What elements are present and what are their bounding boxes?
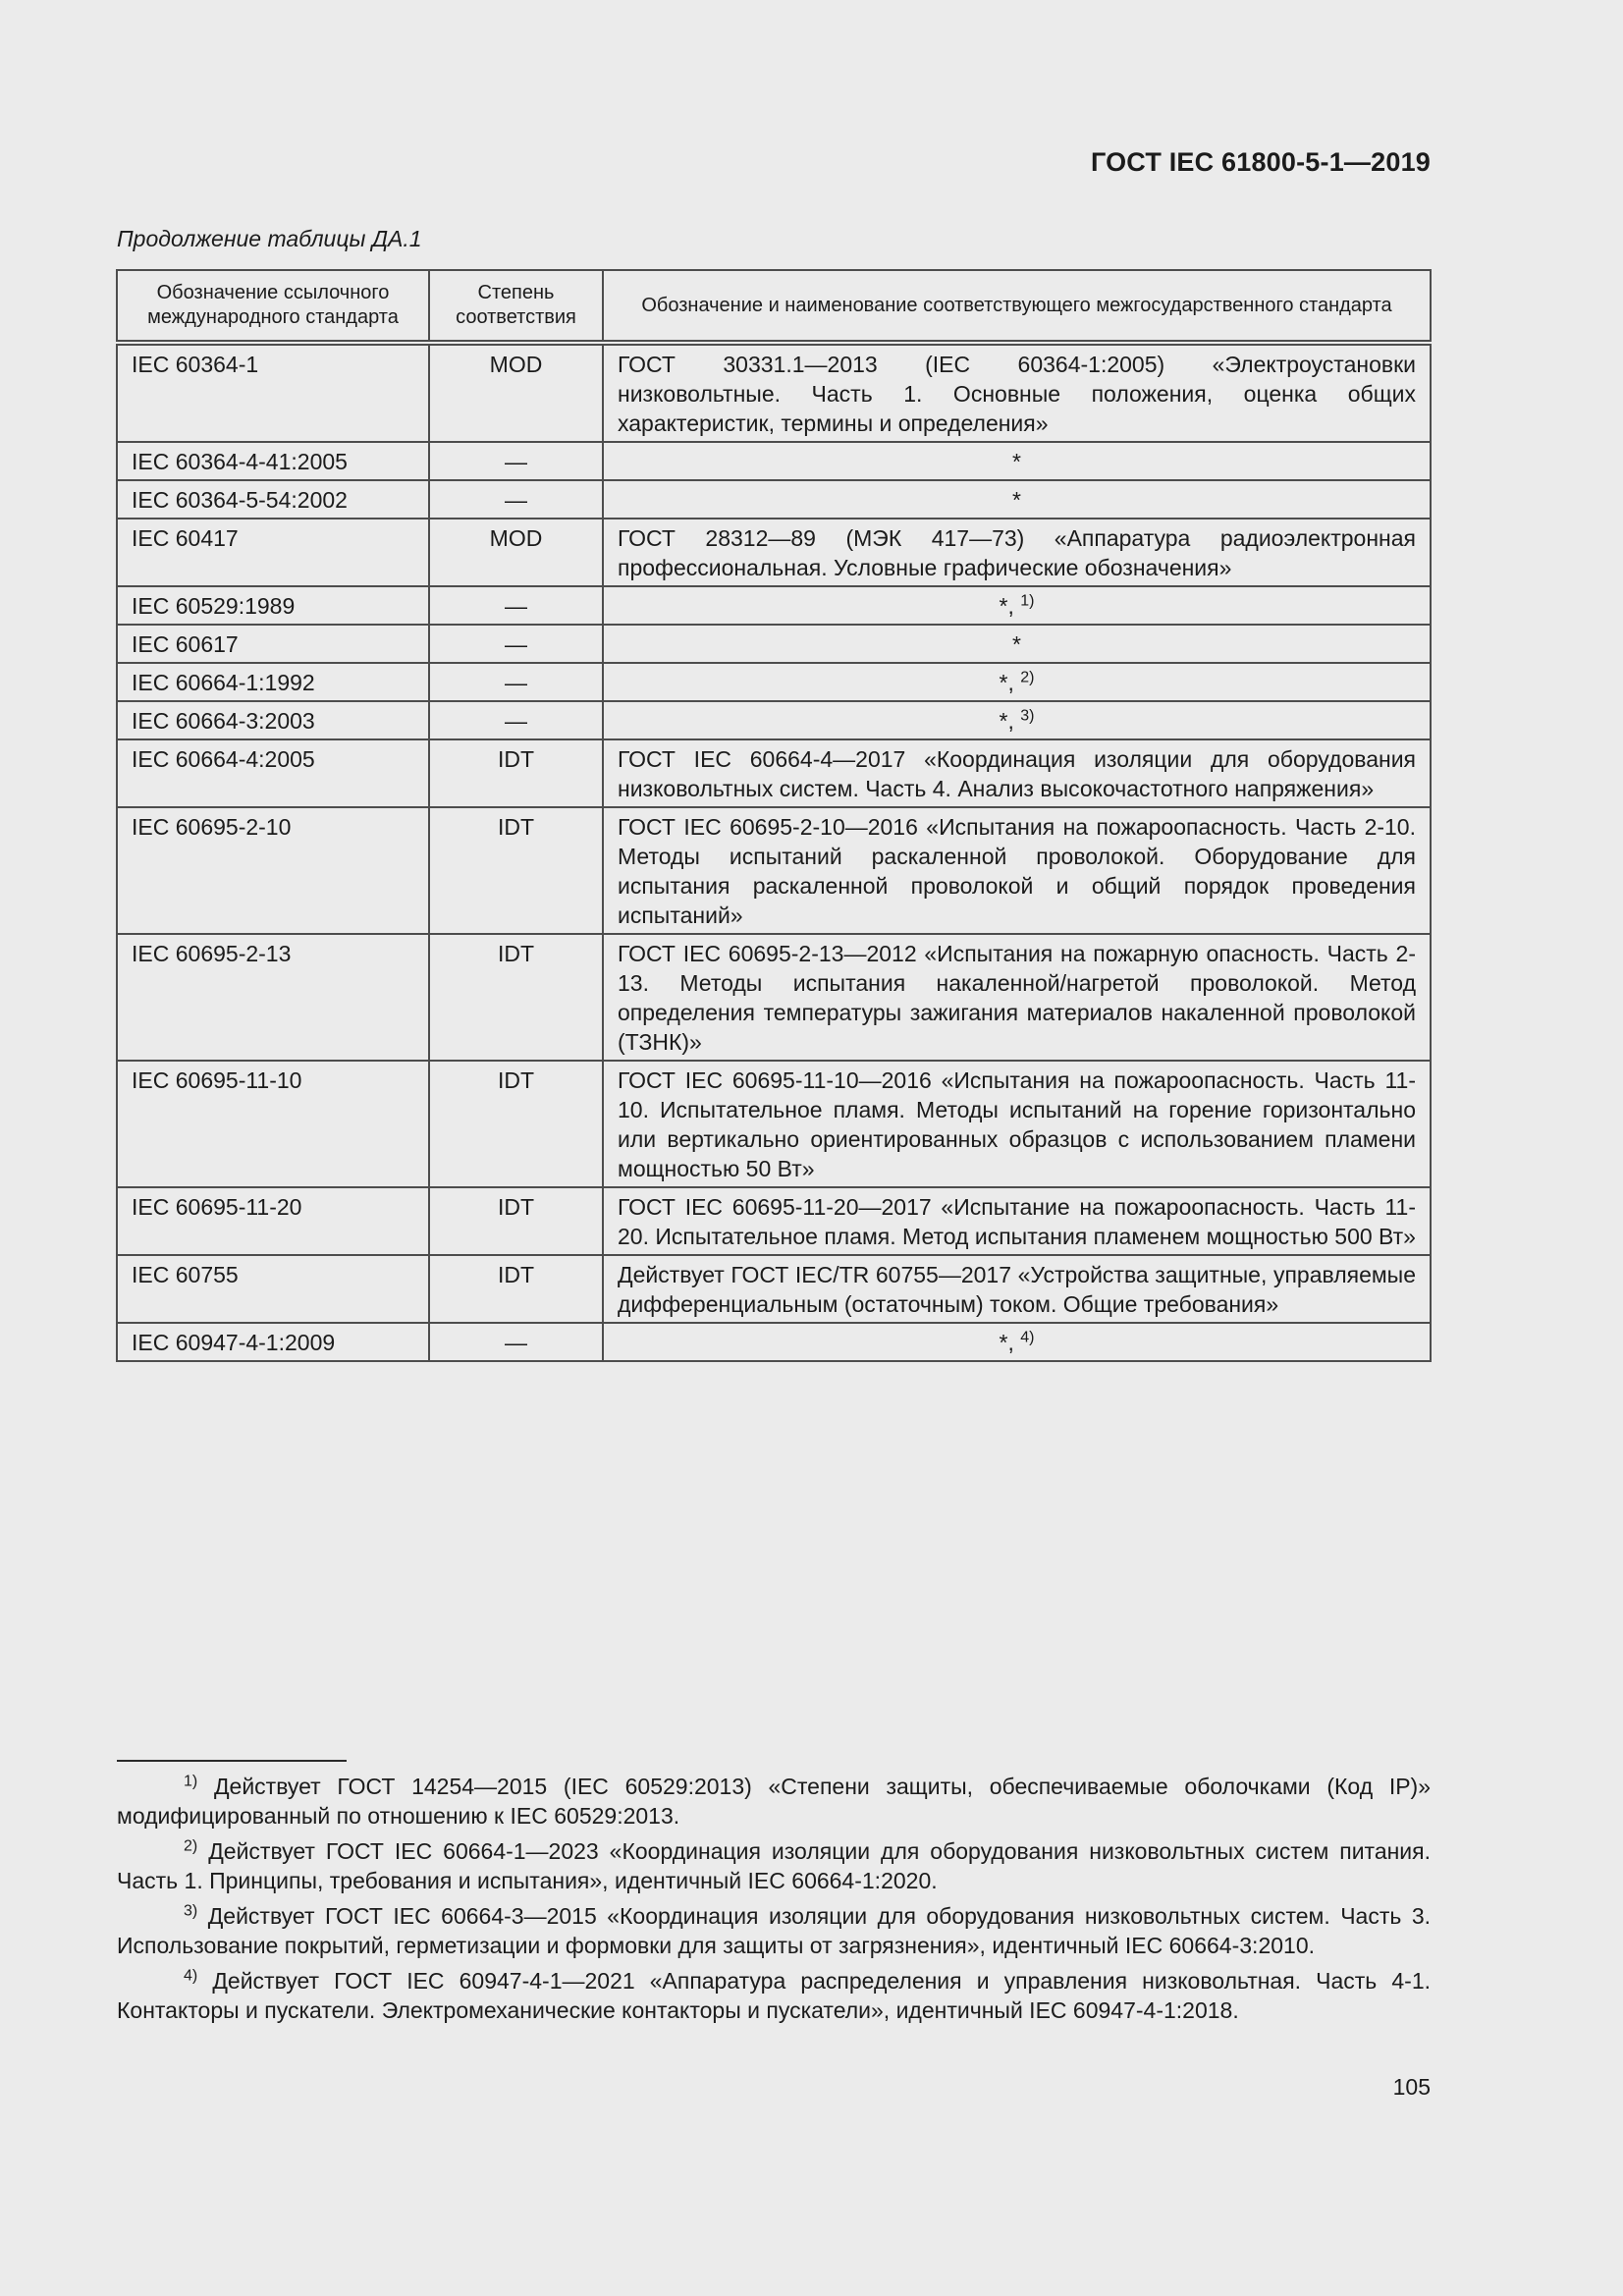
cell-standard: IEC 60364-1 [117,343,429,442]
cell-standard: IEC 60417 [117,519,429,586]
cell-standard: IEC 60664-4:2005 [117,739,429,807]
cell-standard: IEC 60664-1:1992 [117,663,429,701]
footnotes [117,1772,1431,2031]
footnote-item [117,1966,1431,2025]
cell-standard: IEC 60755 [117,1255,429,1323]
table-row [117,1061,1431,1187]
table-row [117,1187,1431,1255]
cell-reference [603,663,1431,701]
cell-degree: MOD [429,519,603,586]
cell-reference [603,442,1431,480]
table-row [117,701,1431,739]
footnote-ref: 3) [1020,707,1035,725]
cell-degree: — [429,586,603,625]
cell-degree: — [429,625,603,663]
cell-standard: IEC 60695-11-10 [117,1061,429,1187]
reference-text: ГОСТ IEC 60664-4—2017 «Координация изоляции для оборудования низковольтных систем. Часть 4. Анализ высокочастотного напряжения» [618,746,1416,801]
header-interstate-standard: Обозначение и наименование соответствующего межгосударственного стандарта [603,270,1431,343]
standards-table-container [116,269,1430,1362]
cell-reference [603,586,1431,625]
table-row [117,807,1431,934]
cell-standard: IEC 60529:1989 [117,586,429,625]
footnote-text: Действует ГОСТ IEC 60664-3—2015 «Координация изоляции для оборудования низковольтных систем. Часть 3. Использование покрытий, герметизации и формовки для защиты от загрязнения», идентичный IEC 60664-3:2010. [117,1903,1432,1958]
footnote-text: Действует ГОСТ IEC 60664-1—2023 «Координация изоляции для оборудования низковольтных систем питания. Часть 1. Принципы, требования и испытания», идентичный IEC 60664-1:2020. [117,1838,1432,1893]
reference-text: *, [999,593,1021,619]
footnote-ref: 4) [1020,1329,1035,1346]
standards-table [116,269,1432,1362]
cell-reference [603,1187,1431,1255]
reference-text: * [1012,449,1021,474]
footnote-mark: 4) [184,1967,198,1985]
footnote-mark: 2) [184,1837,198,1855]
cell-degree: — [429,442,603,480]
header-international-standard: Обозначение ссылочного международного стандарта [117,270,429,343]
cell-standard: IEC 60364-5-54:2002 [117,480,429,519]
cell-degree: MOD [429,343,603,442]
cell-standard: IEC 60695-2-10 [117,807,429,934]
cell-standard: IEC 60695-2-13 [117,934,429,1061]
cell-degree: — [429,663,603,701]
footnote-item [117,1901,1431,1960]
cell-degree: IDT [429,934,603,1061]
cell-degree: — [429,480,603,519]
footnote-ref: 2) [1020,669,1035,686]
reference-text: *, [999,670,1021,695]
page-number: 105 [1392,2074,1431,2100]
footnote-text: Действует ГОСТ IEC 60947-4-1—2021 «Аппаратура распределения и управления низковольтная. Часть 4-1. Контакторы и пускатели. Электромеханические контакторы и пускатели», идентичный IEC 60947-4-1:2018. [117,1968,1432,2023]
cell-reference [603,701,1431,739]
reference-text: ГОСТ 28312—89 (МЭК 417—73) «Аппаратура радиоэлектронная профессиональная. Условные графические обозначения» [618,525,1416,580]
footnote-mark: 1) [184,1773,198,1790]
table-header-row [117,270,1431,343]
cell-degree: IDT [429,807,603,934]
table-row [117,625,1431,663]
footnote-item [117,1772,1431,1831]
footnote-text: Действует ГОСТ 14254—2015 (IEC 60529:2013) «Степени защиты, обеспечиваемые оболочками (Код IP)» модифицированный по отношению к IEC 60529:2013. [117,1774,1432,1829]
table-row [117,343,1431,442]
reference-text: Действует ГОСТ IEC/TR 60755—2017 «Устройства защитные, управляемые дифференциальным (остаточным) током. Общие требования» [618,1262,1416,1317]
table-row [117,739,1431,807]
reference-text: ГОСТ IEC 60695-11-20—2017 «Испытание на пожароопасность. Часть 11-20. Испытательное пламя. Метод испытания пламенем мощностью 500 Вт» [618,1194,1416,1249]
cell-degree: IDT [429,739,603,807]
table-row [117,1255,1431,1323]
reference-text: * [1012,631,1021,657]
reference-text: *, [999,1330,1021,1355]
reference-text: * [1012,487,1021,513]
cell-reference [603,934,1431,1061]
table-row [117,519,1431,586]
cell-reference [603,519,1431,586]
reference-text: ГОСТ IEC 60695-11-10—2016 «Испытания на пожароопасность. Часть 11-10. Испытательное пламя. Методы испытаний на горение горизонтально или вертикально ориентированных образцов с использованием пламени мощностью 50 Вт» [618,1067,1416,1181]
reference-text: ГОСТ IEC 60695-2-10—2016 «Испытания на пожароопасность. Часть 2-10. Методы испытаний раскаленной проволокой. Оборудование для испытания раскаленной проволокой и общий порядок проведения испытаний» [618,814,1416,928]
header-degree: Степень соответствия [429,270,603,343]
footnote-ref: 1) [1020,592,1035,610]
reference-text: ГОСТ 30331.1—2013 (IEC 60364-1:2005) «Электроустановки низковольтные. Часть 1. Основные положения, оценка общих характеристик, термины и определения» [618,352,1416,436]
cell-degree: IDT [429,1255,603,1323]
footnote-mark: 3) [184,1902,198,1920]
cell-reference [603,343,1431,442]
cell-reference [603,739,1431,807]
footnote-item [117,1836,1431,1895]
table-row [117,442,1431,480]
cell-standard: IEC 60617 [117,625,429,663]
cell-standard: IEC 60695-11-20 [117,1187,429,1255]
cell-degree: IDT [429,1061,603,1187]
table-row [117,934,1431,1061]
footnote-separator [117,1760,347,1762]
cell-standard: IEC 60364-4-41:2005 [117,442,429,480]
cell-standard: IEC 60664-3:2003 [117,701,429,739]
reference-text: ГОСТ IEC 60695-2-13—2012 «Испытания на пожарную опасность. Часть 2-13. Методы испытания накаленной/нагретой проволокой. Метод определения температуры зажигания материалов накаленной проволокой (ТЗНК)» [618,941,1416,1055]
table-row [117,480,1431,519]
cell-reference [603,1061,1431,1187]
document-code: ГОСТ IEC 61800-5-1—2019 [1090,147,1431,177]
table-row [117,663,1431,701]
cell-reference [603,1255,1431,1323]
table-row [117,1323,1431,1361]
table-row [117,586,1431,625]
cell-reference [603,1323,1431,1361]
cell-reference [603,480,1431,519]
cell-reference [603,625,1431,663]
cell-degree: — [429,701,603,739]
cell-reference [603,807,1431,934]
reference-text: *, [999,708,1021,734]
cell-standard: IEC 60947-4-1:2009 [117,1323,429,1361]
table-caption: Продолжение таблицы ДА.1 [117,226,422,251]
cell-degree: — [429,1323,603,1361]
cell-degree: IDT [429,1187,603,1255]
